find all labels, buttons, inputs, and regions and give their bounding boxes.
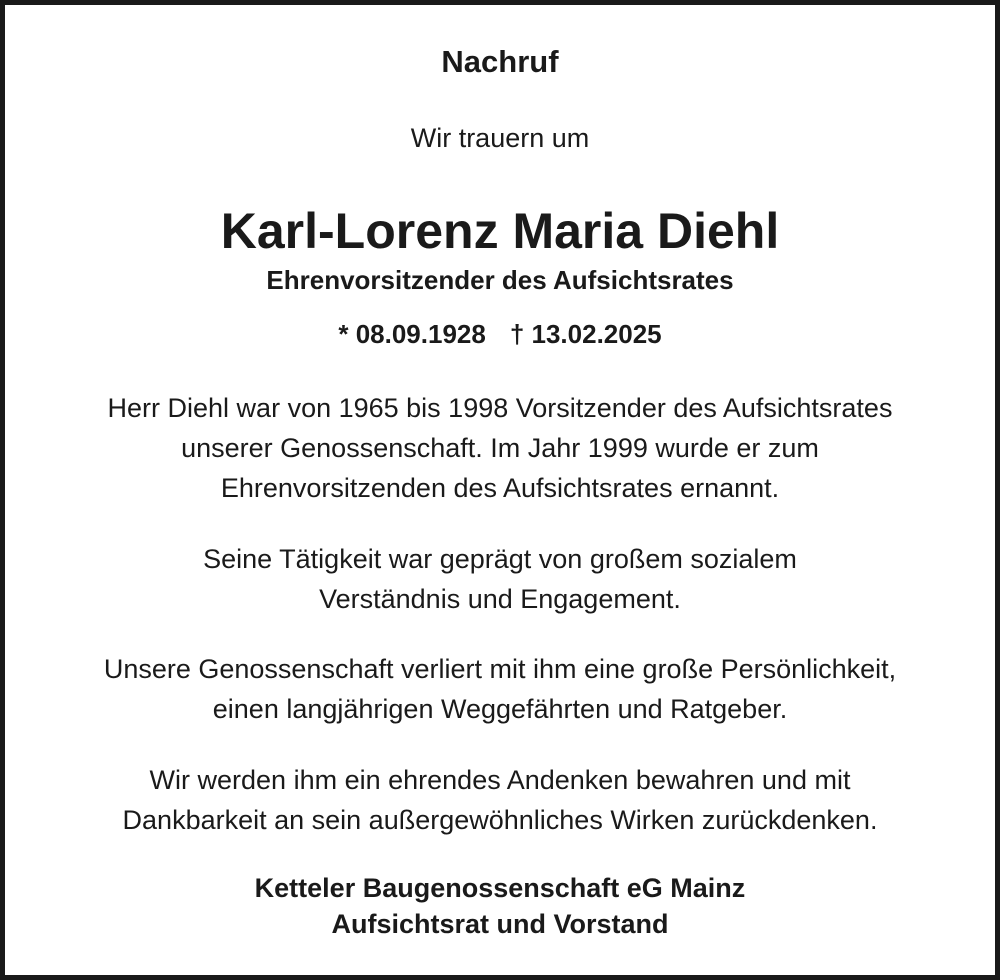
- paragraph-remembrance: [5, 760, 995, 840]
- paragraph-line: Ehrenvorsitzenden des Aufsichtsrates ernannt.: [220, 473, 780, 503]
- paragraph-line: Verständnis und Engagement.: [319, 584, 681, 614]
- paragraph-line: Dankbarkeit an sein außergewöhnliches Wirken zurückdenken.: [122, 805, 878, 835]
- signature-block: [5, 870, 995, 942]
- death-date: † 13.02.2025: [509, 319, 662, 349]
- paragraph-line: Herr Diehl war von 1965 bis 1998 Vorsitzender des Aufsichtsrates: [107, 393, 893, 423]
- paragraph-line: Unsere Genossenschaft verliert mit ihm eine große Persönlichkeit,: [103, 654, 897, 684]
- paragraph-character: [5, 539, 995, 619]
- paragraph-line: unserer Genossenschaft. Im Jahr 1999 wurde er zum: [181, 433, 819, 463]
- intro-text: Wir trauern um: [410, 123, 590, 153]
- organization-name: Ketteler Baugenossenschaft eG Mainz: [254, 873, 746, 903]
- notice-heading: Nachruf: [441, 44, 559, 79]
- deceased-name: Karl-Lorenz Maria Diehl: [220, 203, 780, 259]
- deceased-role: Ehrenvorsitzender des Aufsichtsrates: [266, 265, 734, 295]
- paragraph-line: Seine Tätigkeit war geprägt von großem sozialem: [203, 544, 797, 574]
- birth-date: * 08.09.1928: [338, 319, 486, 349]
- paragraph-line: Wir werden ihm ein ehrendes Andenken bewahren und mit: [149, 765, 851, 795]
- life-dates: [5, 321, 995, 347]
- paragraph-loss: [5, 649, 995, 729]
- signatory-bodies: Aufsichtsrat und Vorstand: [331, 909, 669, 939]
- paragraph-tenure: [5, 388, 995, 508]
- paragraph-line: einen langjährigen Weggefährten und Ratgeber.: [212, 694, 788, 724]
